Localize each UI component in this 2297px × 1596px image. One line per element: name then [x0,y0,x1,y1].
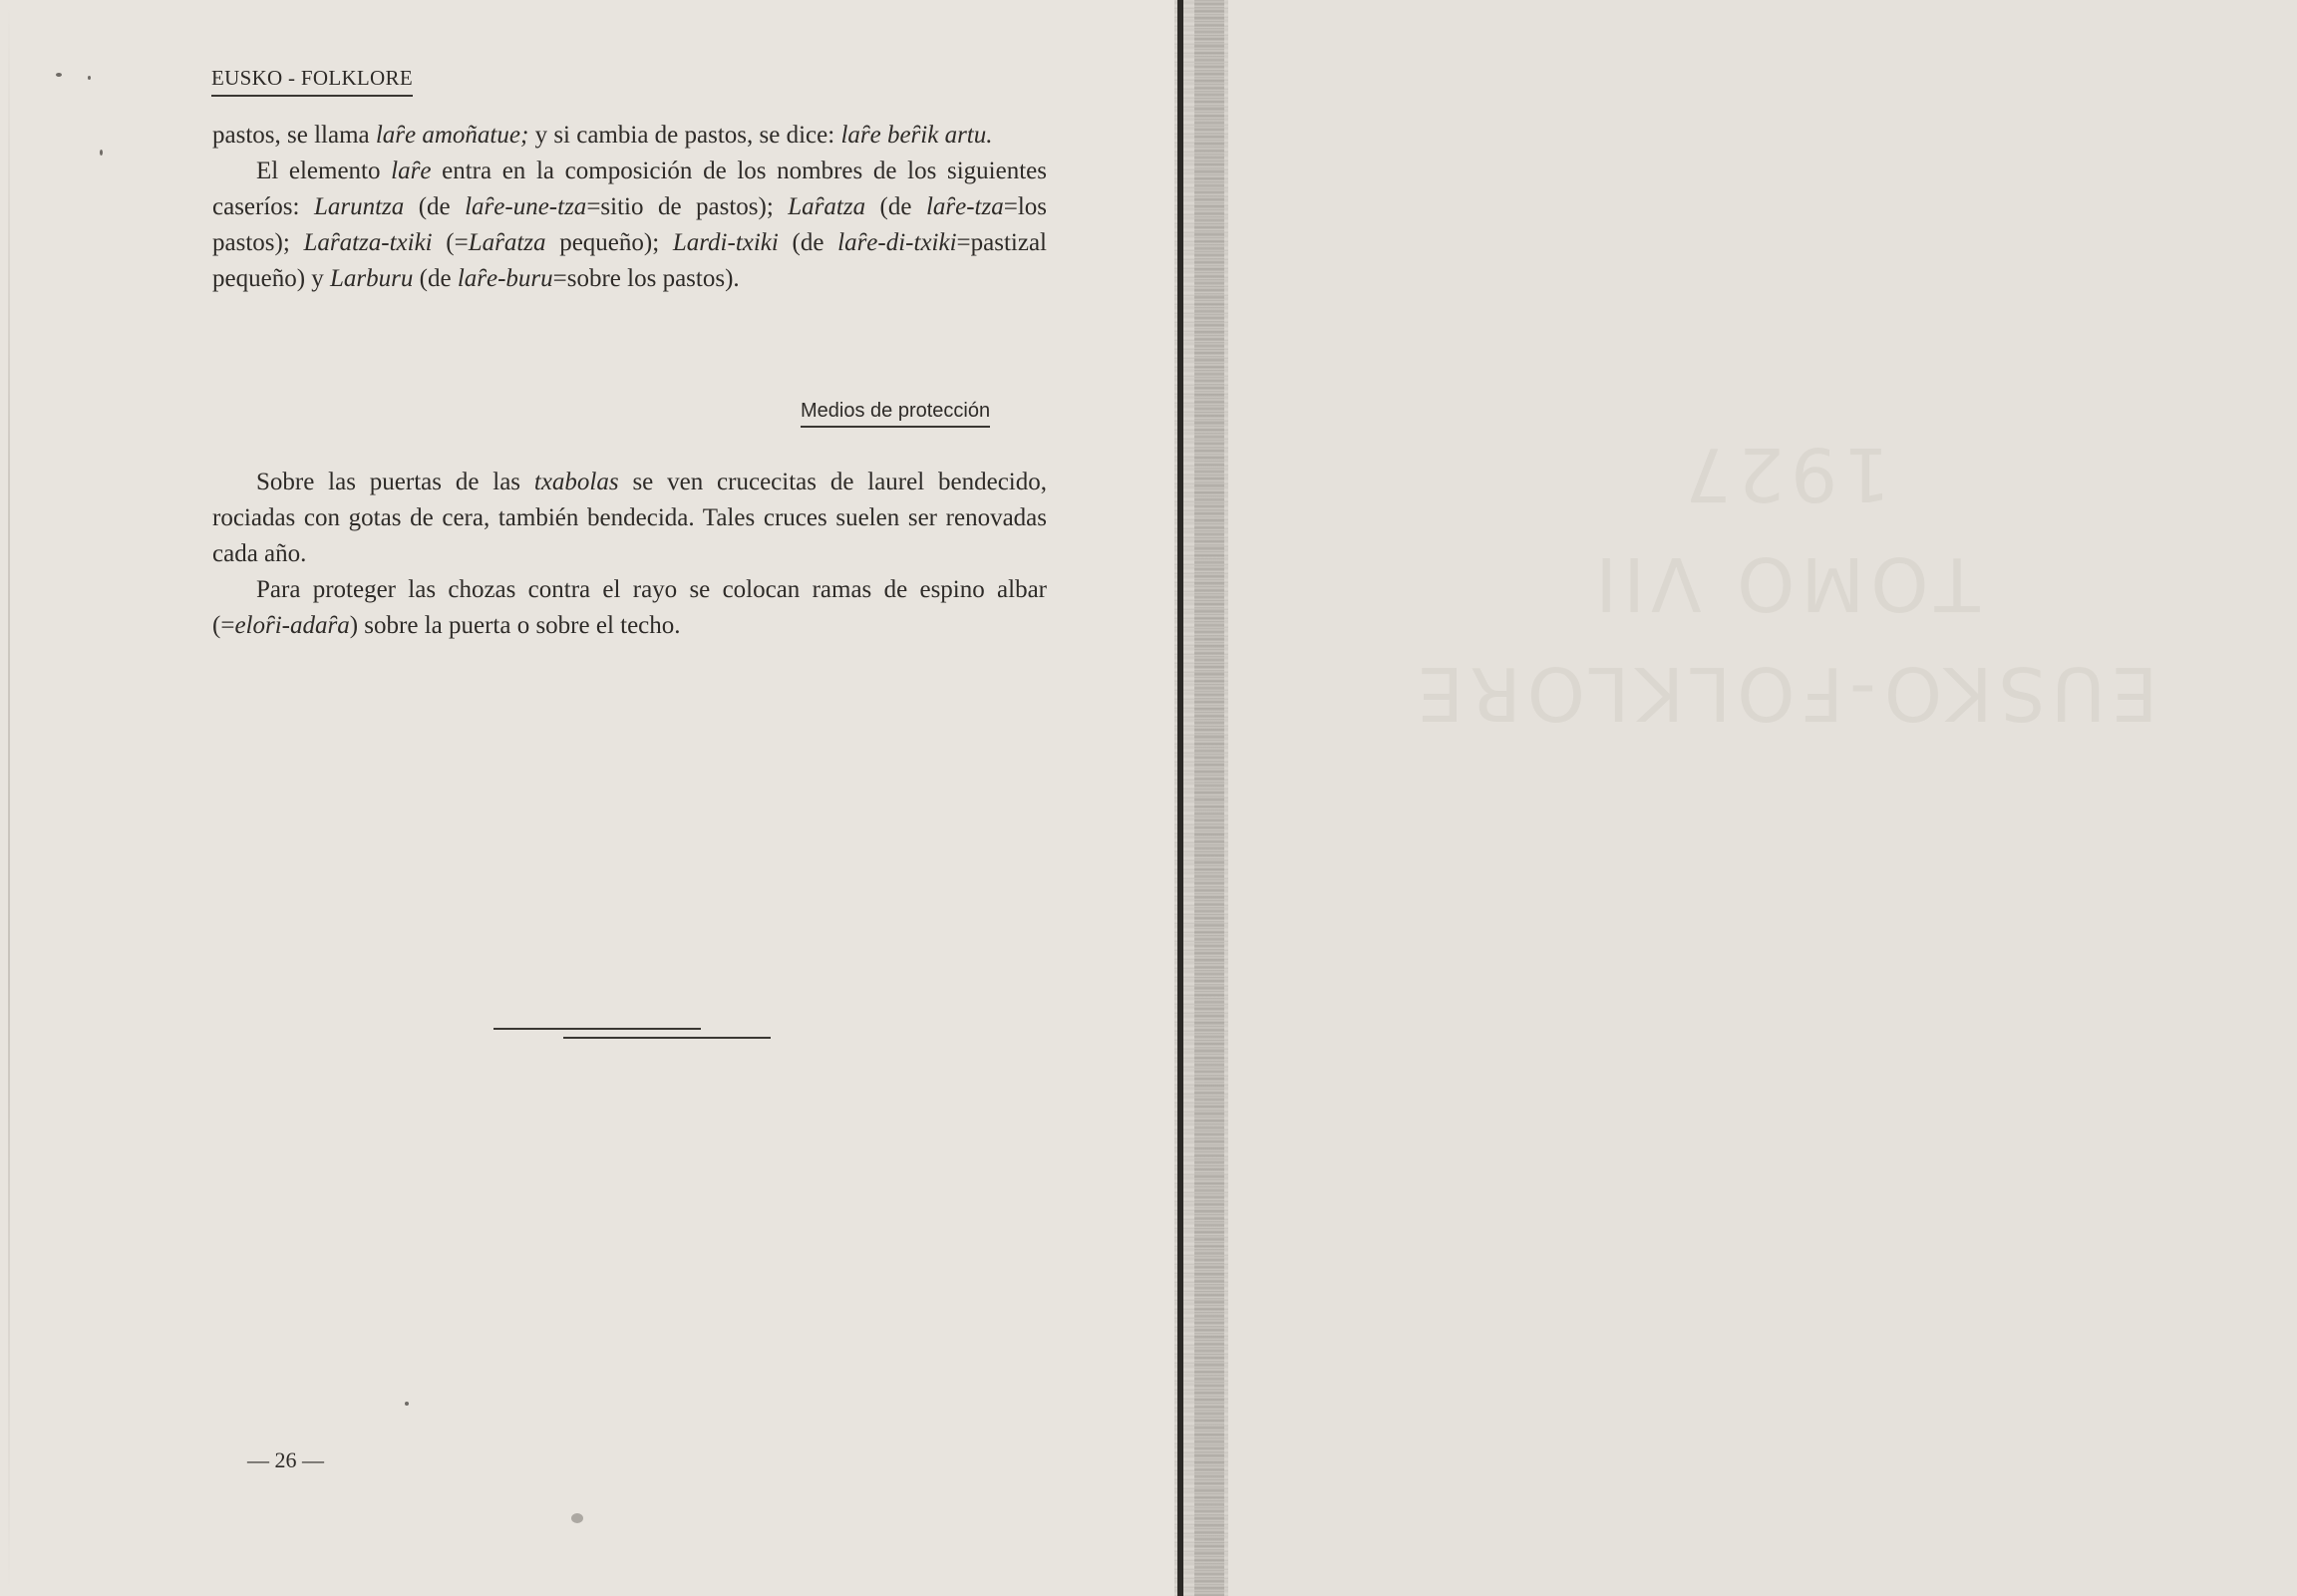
italic-term: Larburu [330,265,414,292]
watermark-line: 1927 [1678,431,1891,516]
italic-term: laȓe beȓik artu. [840,122,993,149]
paragraph-3 [212,465,1047,572]
italic-term: laȓe-di-txiki [837,229,957,256]
ink-speck [571,1513,583,1523]
text-run: =sobre los pastos). [552,265,740,292]
italic-term: Laruntza [313,193,405,220]
italic-term: laȓe-une-tza [465,193,587,220]
end-rule-top [493,1028,701,1030]
ink-speck [405,1402,409,1406]
text-run: (= [432,229,469,256]
watermark-line: TOMO VII [1589,540,1980,626]
text-run: =los pastos); [212,193,1047,256]
italic-term: Lardi-txiki [672,229,779,256]
text-run: (de [404,193,466,220]
page-number: — 26 — [247,1447,324,1472]
text-run: pequeño); [545,229,673,256]
page-edge-shadow [8,0,10,1596]
ink-speck [56,73,62,77]
ink-speck [88,76,91,80]
italic-term: txabolas [533,469,619,495]
italic-term: laȓe-tza [925,193,1004,220]
watermark-line: EUSKO-FOLKLORE [1411,650,2158,736]
italic-term: laȓe-buru [457,265,553,292]
italic-term: Laȓatza-txiki [303,229,433,256]
text-run: (de [778,229,838,256]
text-run: El elemento [256,158,392,184]
text-run: (de [865,193,926,220]
gutter-fold-line [1177,0,1183,1596]
text-run: =sitio de pastos); [586,193,789,220]
text-run: entra en la composición de los nombres de los siguientes caseríos: [212,158,1047,220]
text-run: se ven crucecitas de laurel bendecido, rociadas con gotas de cera, también bendecida. Tales cruces suelen ser renovadas cada año. [212,469,1047,567]
section-text [212,465,1047,644]
text-run: (de [413,265,458,292]
right-page [1228,0,2297,1596]
paragraph-1 [212,118,1047,154]
text-run: =pastizal pequeño) y [212,229,1047,292]
end-rule-bottom [563,1037,771,1039]
running-head: EUSKO - FOLKLORE [211,66,413,97]
text-run: y si cambia de pastos, se dice: [528,122,841,149]
text-run: pastos, se llama [212,122,376,149]
paragraph-4 [212,572,1047,644]
italic-term: Laȓatza [468,229,546,256]
italic-term: laȓe [391,158,432,184]
ink-speck [100,150,103,156]
italic-term: eloȓi-adaȓa [234,612,350,639]
section-heading: Medios de protección [801,400,990,428]
italic-term: laȓe amoñatue; [375,122,529,149]
faint-handwriting-watermark [1356,409,2213,748]
text-run: Sobre las puertas de las [256,469,534,495]
gutter-shadow [1194,0,1224,1596]
italic-term: Laȓatza [788,193,866,220]
text-run: ) sobre la puerta o sobre el techo. [349,612,681,639]
paragraph-2 [212,154,1047,297]
text-run: Para proteger las chozas contra el rayo se colocan ramas de espino albar (= [212,576,1047,639]
body-text [212,118,1047,297]
